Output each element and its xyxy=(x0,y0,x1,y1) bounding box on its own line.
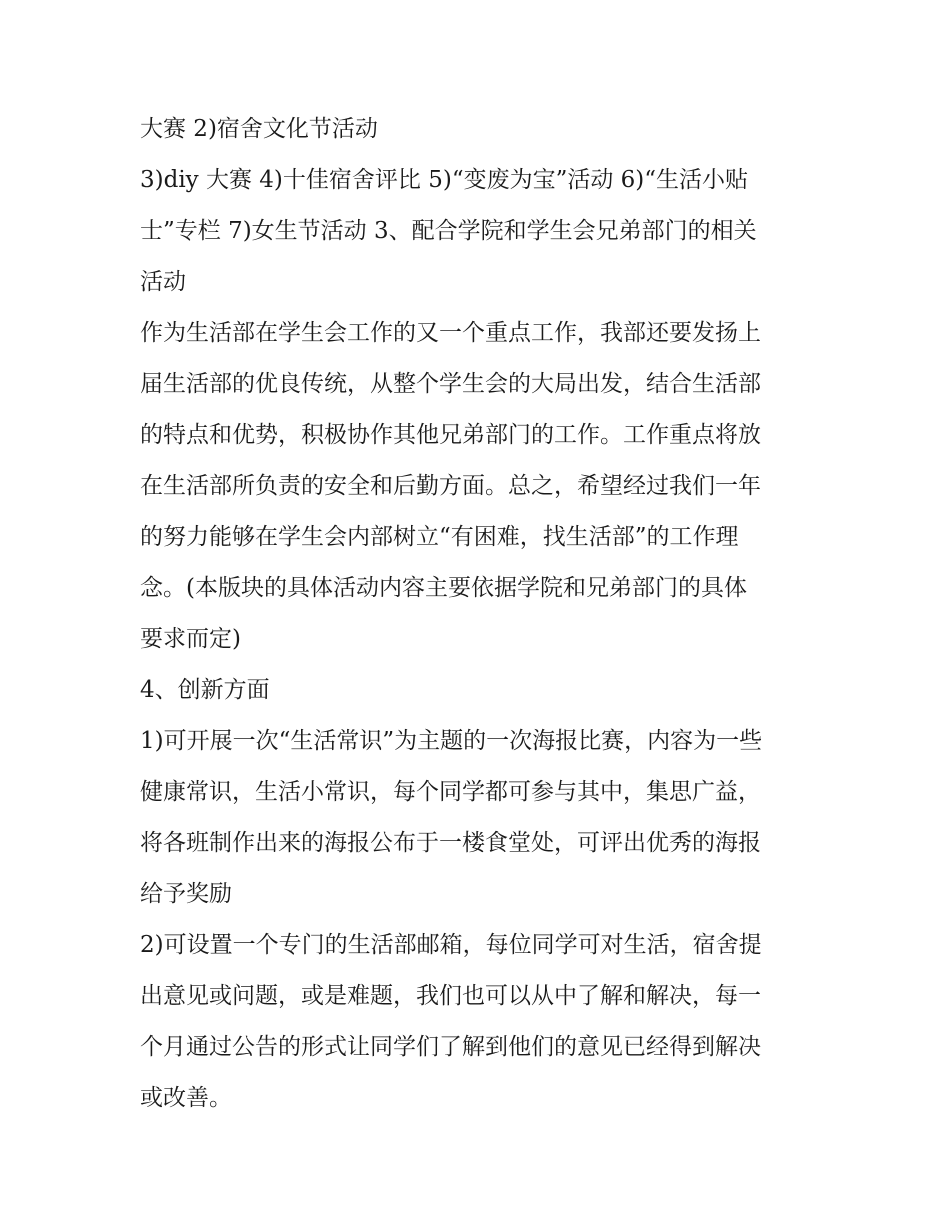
text-line: 要求而定) xyxy=(140,626,241,652)
text-line: 2)可设置一个专门的生活部邮箱，每位同学可对生活，宿舍提 xyxy=(140,932,762,958)
text-line: 在生活部所负责的安全和后勤方面。总之，希望经过我们一年 xyxy=(140,473,761,499)
text-line: 的特点和优势，积极协作其他兄弟部门的工作。工作重点将放 xyxy=(140,422,761,448)
text-line: 健康常识，生活小常识，每个同学都可参与其中，集思广益， xyxy=(140,779,761,805)
section-heading: 4、创新方面 xyxy=(140,677,270,703)
text-line: 给予奖励 xyxy=(140,881,232,907)
text-line: 作为生活部在学生会工作的又一个重点工作，我部还要发扬上 xyxy=(140,320,761,346)
text-line: 的努力能够在学生会内部树立“有困难，找生活部”的工作理 xyxy=(140,524,739,550)
text-line: 士”专栏 7)女生节活动 3、配合学院和学生会兄弟部门的相关 xyxy=(140,218,757,244)
text-line: 3)diy 大赛 4)十佳宿舍评比 5)“变废为宝”活动 6)“生活小贴 xyxy=(140,167,749,193)
text-line: 届生活部的优良传统，从整个学生会的大局出发，结合生活部 xyxy=(140,371,761,397)
text-line: 1)可开展一次“生活常识”为主题的一次海报比赛，内容为一些 xyxy=(140,728,763,754)
text-line: 活动 xyxy=(140,269,186,295)
text-line: 个月通过公告的形式让同学们了解到他们的意见已经得到解决 xyxy=(140,1034,761,1060)
text-line: 将各班制作出来的海报公布于一楼食堂处，可评出优秀的海报 xyxy=(140,830,761,856)
text-line: 念。(本版块的具体活动内容主要依据学院和兄弟部门的具体 xyxy=(140,575,747,601)
text-line: 或改善。 xyxy=(140,1085,232,1111)
text-line: 大赛 2)宿舍文化节活动 xyxy=(140,116,378,142)
text-line: 出意见或问题，或是难题，我们也可以从中了解和解决，每一 xyxy=(140,983,761,1009)
document-body xyxy=(140,104,812,1124)
